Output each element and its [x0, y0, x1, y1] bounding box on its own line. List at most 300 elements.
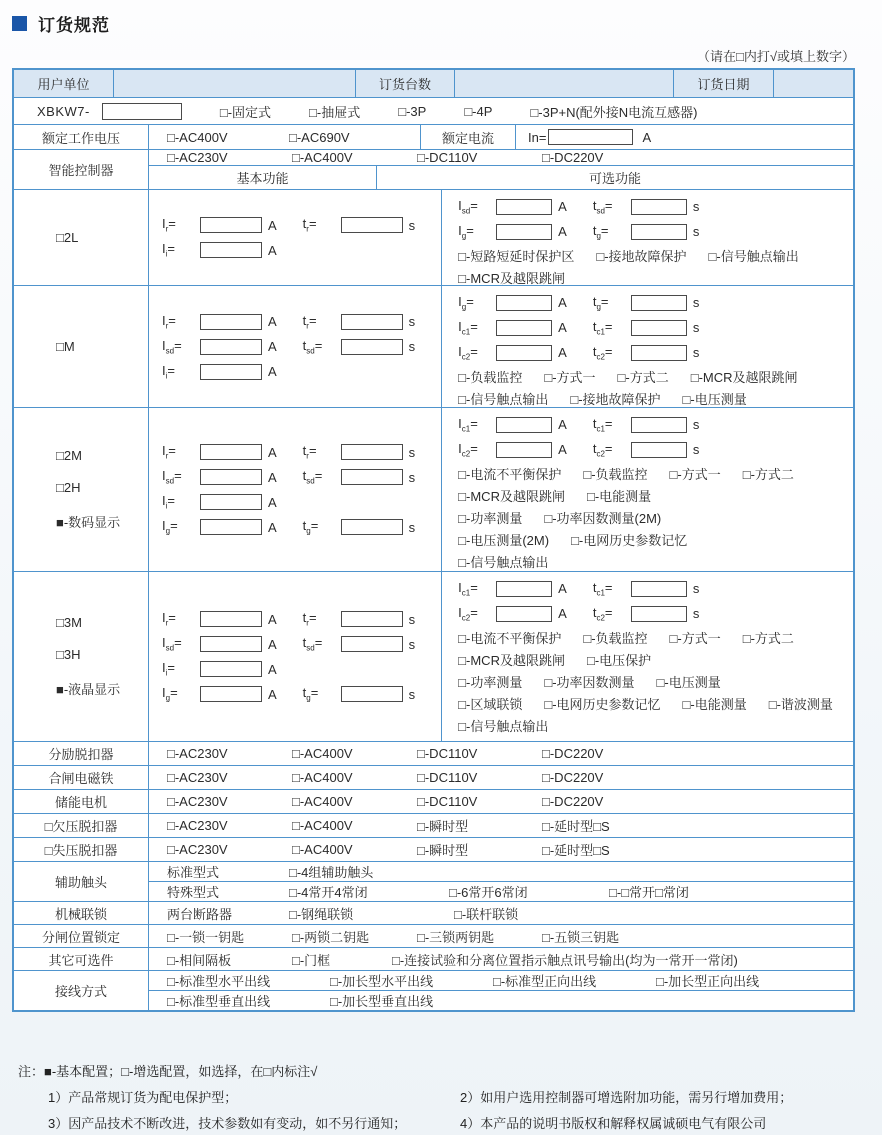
controller-col-headers: [149, 165, 853, 189]
param-label: $I_r=$: [162, 443, 176, 461]
other-options: [149, 948, 853, 970]
checkbox-option[interactable]: □-AC400V: [292, 746, 353, 761]
checkbox-option[interactable]: □-DC110V: [417, 746, 478, 761]
param-label: $t_{c2}=$: [592, 343, 613, 362]
param-unit: s: [692, 199, 700, 214]
input-box[interactable]: [200, 314, 262, 330]
table-row: [14, 837, 853, 861]
option-line: [458, 648, 855, 670]
param-line: [162, 682, 441, 707]
row-label: 分励脱扣器: [14, 742, 149, 765]
input-box[interactable]: [631, 199, 687, 215]
param-field: [162, 660, 277, 678]
checkbox-option[interactable]: □-功率因数测量: [544, 674, 635, 690]
param-unit: s: [692, 417, 700, 432]
checkbox-option[interactable]: □-相间隔板: [167, 952, 232, 968]
param-field: [458, 416, 567, 434]
checkbox-option[interactable]: □-方式二: [742, 630, 794, 646]
param-unit: s: [692, 224, 700, 239]
param-label: $I_i=$: [162, 493, 175, 511]
input-box[interactable]: [496, 606, 552, 622]
param-sub: c1: [461, 424, 471, 434]
param-field: [593, 441, 700, 459]
input-box[interactable]: [341, 611, 403, 627]
checkbox-option[interactable]: □-区域联锁: [458, 696, 523, 712]
checkbox-option[interactable]: □-AC690V: [289, 129, 350, 145]
param-sub: r: [306, 224, 309, 234]
input-box[interactable]: [496, 442, 552, 458]
checkbox-option[interactable]: □-谐波测量: [768, 696, 833, 712]
input-box[interactable]: [341, 519, 403, 535]
controller-type-option[interactable]: □3M: [56, 615, 82, 630]
table-row: [14, 285, 853, 407]
checkbox-option[interactable]: □-DC220V: [542, 746, 604, 761]
param-label: $t_g=$: [592, 293, 609, 312]
param-field: [162, 363, 277, 381]
checkbox-option[interactable]: □-AC400V: [292, 818, 353, 833]
checkbox-option[interactable]: □-方式二: [742, 466, 794, 482]
param-sub: g: [165, 526, 171, 536]
input-box[interactable]: [341, 339, 403, 355]
param-sub: r: [306, 321, 309, 331]
checkbox-option[interactable]: □-电压测量: [682, 391, 747, 407]
param-unit: s: [692, 295, 700, 310]
aux-subrow: [149, 862, 853, 881]
table-row: [14, 901, 853, 924]
aux-subrow: [149, 881, 853, 901]
checkbox-option[interactable]: □-AC230V: [167, 770, 228, 785]
param-field: [162, 338, 277, 356]
voltage-options: [149, 125, 421, 149]
param-sub: c2: [596, 449, 605, 459]
checkbox-option[interactable]: □-电能测量: [586, 488, 652, 504]
row-label: 合闸电磁铁: [14, 766, 149, 789]
input-box[interactable]: [200, 364, 262, 380]
input-box[interactable]: [341, 444, 403, 460]
input-box[interactable]: [200, 636, 262, 652]
checkbox-option[interactable]: □-接地故障保护: [596, 248, 687, 264]
lock-options: [149, 925, 853, 947]
checkbox-option[interactable]: □-AC230V: [167, 150, 228, 165]
param-sub: r: [306, 451, 309, 461]
checkbox-option[interactable]: □-电网历史参数记忆: [544, 696, 661, 712]
checkbox-option[interactable]: □-AC400V: [292, 150, 353, 165]
controller-type-option[interactable]: □3H: [56, 647, 81, 662]
param-unit: s: [692, 442, 700, 457]
table-row: [14, 149, 853, 189]
checkbox-option[interactable]: □-连接试验和分离位置指示触点讯号输出(均为一常开一常闭): [392, 952, 738, 968]
checkbox-option[interactable]: □-门框: [292, 952, 331, 968]
checkbox-option[interactable]: □-AC400V: [292, 794, 353, 809]
param-label: $I_{c2}=$: [458, 604, 478, 623]
checkbox-option[interactable]: □-功率因数测量(2M): [544, 510, 662, 526]
checkbox-option[interactable]: □-方式一: [544, 369, 596, 385]
param-unit: A: [268, 686, 277, 702]
param-label: $t_r=$: [302, 443, 317, 461]
option-group-label: 特殊型式: [167, 885, 220, 900]
checkbox-option[interactable]: □-功率测量: [458, 674, 523, 690]
param-label: $t_{sd}=$: [592, 197, 613, 216]
checkbox-option[interactable]: □-标准型水平出线: [167, 974, 271, 989]
checkbox-option[interactable]: □-信号触点输出: [458, 718, 549, 734]
param-sub: r: [306, 618, 309, 628]
note-3: 3）因产品技术不断改进，技术参数如有变动，如不另行通知；: [48, 1116, 407, 1131]
param-line: [162, 515, 441, 540]
param-sub: g: [461, 302, 467, 312]
page-title: [12, 11, 110, 36]
param-field: [162, 241, 277, 259]
param-field: [162, 216, 277, 234]
param-field: [593, 319, 700, 337]
param-sub: c1: [461, 327, 471, 337]
input-box[interactable]: [341, 636, 403, 652]
checkbox-option[interactable]: □-方式一: [669, 466, 721, 482]
param-unit: A: [268, 469, 277, 485]
param-sub: c1: [596, 327, 605, 337]
param-field: [303, 468, 416, 486]
param-sub: c2: [461, 449, 471, 459]
param-field: [303, 518, 416, 536]
input-box[interactable]: [631, 581, 687, 597]
checkbox-option[interactable]: □-加长型垂直出线: [330, 994, 434, 1009]
notes: [18, 1063, 866, 1133]
param-sub: i: [165, 668, 168, 678]
param-unit: s: [408, 686, 416, 702]
param-label: $t_r=$: [302, 312, 317, 331]
param-field: [162, 518, 277, 536]
input-box[interactable]: [631, 295, 687, 311]
checkbox-option[interactable]: □-DC110V: [417, 770, 478, 785]
input-box[interactable]: [631, 224, 687, 240]
table-row: [14, 924, 853, 947]
param-field: [303, 610, 416, 628]
checkbox-option[interactable]: □-加长型水平出线: [330, 974, 434, 989]
title-bullet-icon: [12, 16, 27, 31]
param-sub: sd: [306, 476, 315, 486]
checkbox-option[interactable]: □-五锁三钥匙: [542, 929, 620, 945]
checkbox-option[interactable]: □-DC110V: [417, 150, 478, 165]
checkbox-option[interactable]: □-电网历史参数记忆: [571, 532, 688, 548]
param-sub: g: [306, 526, 311, 536]
input-box[interactable]: [496, 199, 552, 215]
checkbox-option[interactable]: □-MCR及越限跳闸: [458, 488, 565, 504]
param-unit: A: [268, 339, 277, 354]
input-box[interactable]: [341, 314, 403, 330]
param-line: [162, 359, 441, 384]
param-unit: A: [558, 295, 567, 310]
param-sub: r: [165, 451, 169, 461]
checkbox-option[interactable]: □-4P: [464, 103, 493, 119]
input-box[interactable]: [200, 339, 262, 355]
checkbox-option[interactable]: □-信号触点输出: [708, 248, 799, 264]
input-box[interactable]: [200, 242, 262, 258]
param-field: [162, 313, 277, 331]
input-box[interactable]: [200, 217, 262, 233]
param-unit: A: [268, 444, 277, 460]
input-box[interactable]: [631, 417, 687, 433]
param-label: $t_{sd}=$: [302, 337, 323, 356]
checkbox-option[interactable]: □-AC400V: [292, 770, 353, 785]
input-box[interactable]: [496, 320, 552, 336]
param-label: $t_{sd}=$: [302, 635, 323, 653]
basic-functions-cell: [149, 572, 442, 741]
checkbox-option[interactable]: □-MCR及越限跳闸: [458, 270, 565, 286]
param-line: [458, 340, 849, 365]
input-box[interactable]: [200, 611, 262, 627]
row-label: 储能电机: [14, 790, 149, 813]
checkbox-option[interactable]: □-负载监控: [583, 466, 648, 482]
param-unit: A: [268, 661, 277, 677]
param-unit: s: [692, 581, 700, 596]
row-label[interactable]: □欠压脱扣器: [14, 814, 149, 837]
input-box[interactable]: [496, 224, 552, 240]
row-label[interactable]: □失压脱扣器: [14, 838, 149, 861]
checkbox-option[interactable]: □-抽屉式: [309, 104, 361, 120]
param-field: [303, 685, 416, 703]
param-line: [162, 334, 441, 359]
table-row: [14, 407, 853, 571]
info-blank-field[interactable]: [455, 70, 674, 97]
param-sub: c1: [596, 424, 605, 434]
param-sub: sd: [461, 206, 471, 216]
rated-current-input-box[interactable]: [548, 129, 633, 145]
info-label: 订货日期: [674, 70, 774, 97]
param-sub: c2: [461, 613, 471, 623]
rated-current-cell: [516, 125, 853, 149]
checkbox-option[interactable]: □-AC400V: [167, 129, 228, 145]
table-row: [14, 813, 853, 837]
model-prefix: XBKW7-: [37, 103, 90, 119]
param-label: $I_{sd}=$: [162, 337, 182, 356]
param-label: $I_g=$: [162, 518, 178, 536]
checkbox-option[interactable]: □-3P: [398, 103, 427, 119]
input-box[interactable]: [496, 581, 552, 597]
param-label: $I_g=$: [458, 293, 474, 312]
param-label: $I_r=$: [162, 610, 176, 628]
checkbox-option[interactable]: □-三锁两钥匙: [417, 929, 495, 945]
checkbox-option[interactable]: □-电压测量: [656, 674, 721, 690]
checkbox-option[interactable]: □-电流不平衡保护: [458, 630, 562, 646]
optional-functions-cell: [442, 408, 853, 571]
param-label: $I_g=$: [458, 222, 474, 241]
checkbox-option[interactable]: □-信号触点输出: [458, 391, 549, 407]
aux-col: [149, 862, 853, 901]
param-label: $I_{sd}=$: [458, 197, 478, 216]
param-unit: A: [268, 611, 277, 627]
param-label: $t_g=$: [302, 685, 319, 703]
table-row: [14, 124, 853, 149]
order-table: [12, 68, 855, 1012]
checkbox-option[interactable]: □-MCR及越限跳闸: [458, 652, 565, 668]
row-label: 其它可选件: [14, 948, 149, 970]
model-cell: [14, 98, 853, 124]
optional-functions-header: 可选功能: [588, 171, 641, 186]
input-box[interactable]: [200, 686, 262, 702]
param-unit: s: [408, 314, 416, 329]
controller-type-option[interactable]: □2H: [56, 480, 81, 495]
notes-head: 注：■-基本配置；□-增选配置，如选择，在□内标注√: [18, 1064, 318, 1079]
checkbox-option[interactable]: □-电能测量: [682, 696, 747, 712]
param-sub: c1: [461, 588, 471, 598]
param-label: $t_g=$: [302, 518, 319, 536]
checkbox-option[interactable]: □-瞬时型: [417, 819, 469, 834]
input-box[interactable]: [631, 345, 687, 361]
param-field: [593, 294, 700, 312]
controller-type-option[interactable]: □2L: [56, 230, 79, 245]
param-line: [458, 601, 855, 626]
param-field: [303, 216, 416, 234]
info-blank-field[interactable]: [774, 70, 853, 97]
param-unit: A: [268, 494, 277, 510]
rated-current-prefix: In=: [528, 129, 547, 145]
checkbox-option[interactable]: □-延时型□S: [542, 819, 610, 834]
controller-type-option[interactable]: □M: [56, 339, 75, 354]
checkbox-option[interactable]: □-固定式: [219, 104, 272, 120]
param-label: $I_i=$: [162, 241, 175, 259]
param-unit: A: [558, 224, 567, 239]
param-field: [162, 493, 277, 511]
param-field: [593, 416, 700, 434]
param-unit: s: [692, 606, 700, 621]
param-label: $I_{c2}=$: [458, 343, 478, 362]
checkbox-option[interactable]: □-一锁一钥匙: [167, 929, 245, 945]
model-input-box[interactable]: [102, 103, 182, 120]
checkbox-option[interactable]: □-联杆联锁: [454, 906, 519, 922]
param-sub: sd: [165, 476, 175, 486]
basic-functions-header: 基本功能: [149, 166, 377, 189]
checkbox-option[interactable]: □-两锁二钥匙: [292, 929, 370, 945]
param-field: [458, 344, 567, 362]
param-unit: s: [408, 519, 416, 535]
info-label: 用户单位: [14, 70, 114, 97]
checkbox-option[interactable]: □-DC220V: [542, 794, 604, 809]
table-row: [14, 947, 853, 970]
table-row: [14, 861, 853, 901]
checkbox-option[interactable]: □-AC230V: [167, 794, 228, 809]
input-box[interactable]: [631, 442, 687, 458]
param-field: [593, 223, 700, 241]
checkbox-option[interactable]: □-6常开6常闭: [449, 885, 528, 900]
input-box[interactable]: [341, 217, 403, 233]
checkbox-option[interactable]: □-MCR及越限跳闸: [690, 369, 798, 385]
input-box[interactable]: [496, 345, 552, 361]
param-label: $I_{sd}=$: [162, 635, 182, 653]
checkbox-option[interactable]: □-DC220V: [542, 150, 604, 165]
checkbox-option[interactable]: □-DC220V: [542, 770, 604, 785]
option-line: [458, 692, 855, 714]
checkbox-option[interactable]: □-电压保护: [586, 652, 652, 668]
checkbox-option[interactable]: □-DC110V: [417, 794, 478, 809]
checkbox-option[interactable]: □-方式二: [617, 369, 669, 385]
checkbox-option[interactable]: □-信号触点输出: [458, 554, 549, 570]
checkbox-option[interactable]: □-接地故障保护: [570, 391, 661, 407]
checkbox-option[interactable]: □-短路短延时保护区: [458, 248, 575, 264]
checkbox-option[interactable]: □-标准型正向出线: [493, 974, 597, 989]
checkbox-option[interactable]: □-电压测量(2M): [458, 532, 550, 548]
param-sub: i: [165, 249, 168, 259]
input-box[interactable]: [341, 469, 403, 485]
param-label: $I_{c1}=$: [458, 318, 478, 337]
param-sub: c2: [596, 352, 605, 362]
param-label: $I_{c1}=$: [458, 579, 478, 598]
checkbox-option[interactable]: □-加长型正向出线: [656, 974, 760, 989]
param-label: $t_{c1}=$: [592, 318, 613, 337]
option-line: [458, 484, 849, 506]
checkbox-option[interactable]: □-延时型□S: [542, 843, 610, 858]
param-unit: A: [268, 636, 277, 652]
param-unit: s: [408, 636, 416, 652]
input-box[interactable]: [631, 320, 687, 336]
controller-type-labels: [14, 408, 149, 571]
param-label: $t_r=$: [302, 610, 317, 628]
input-box[interactable]: [200, 444, 262, 460]
checkbox-option[interactable]: □-瞬时型: [417, 843, 469, 858]
note-1: 1）产品常规订货为配电保护型；: [48, 1090, 238, 1105]
param-field: [458, 294, 567, 312]
fill-hint: （请在□内打√或填上数字）: [697, 49, 855, 64]
input-box[interactable]: [200, 661, 262, 677]
input-box[interactable]: [496, 295, 552, 311]
param-sub: r: [165, 321, 169, 331]
accessory-options: [149, 838, 853, 861]
input-box[interactable]: [200, 519, 262, 535]
table-row: [14, 765, 853, 789]
param-sub: g: [596, 302, 601, 312]
checkbox-option[interactable]: □-□常开□常闭: [609, 885, 689, 900]
param-field: [593, 605, 700, 623]
checkbox-option[interactable]: □-4常开4常闭: [289, 885, 368, 900]
accessory-options: [149, 766, 853, 789]
checkbox-option[interactable]: □-方式一: [669, 630, 721, 646]
checkbox-option[interactable]: □-AC230V: [167, 818, 228, 833]
checkbox-option[interactable]: □-AC400V: [292, 842, 353, 857]
input-box[interactable]: [341, 686, 403, 702]
input-box[interactable]: [200, 469, 262, 485]
input-box[interactable]: [200, 494, 262, 510]
controller-power-row: [149, 150, 853, 165]
checkbox-option[interactable]: □-4组辅助触头: [289, 865, 374, 880]
param-sub: i: [165, 501, 168, 511]
input-box[interactable]: [631, 606, 687, 622]
checkbox-option[interactable]: □-负载监控: [583, 630, 648, 646]
controller-type-labels: [14, 286, 149, 407]
checkbox-option[interactable]: □-电流不平衡保护: [458, 466, 562, 482]
param-field: [162, 610, 277, 628]
controller-type-option[interactable]: □2M: [56, 448, 82, 463]
param-unit: s: [408, 611, 416, 627]
note-2: 2）如用户选用控制器可增选附加功能，需另行增加费用；: [460, 1090, 793, 1105]
param-sub: sd: [306, 643, 315, 653]
param-unit: A: [268, 364, 277, 379]
param-field: [458, 319, 567, 337]
option-line: [458, 266, 849, 288]
param-field: [593, 198, 700, 216]
controller-type-option: ■-液晶显示: [56, 682, 121, 697]
checkbox-option[interactable]: □-标准型垂直出线: [167, 994, 271, 1009]
checkbox-option[interactable]: □-负载监控: [458, 369, 523, 385]
param-line: [162, 632, 441, 657]
checkbox-option[interactable]: □-AC230V: [167, 842, 228, 857]
param-sub: g: [596, 231, 601, 241]
param-sub: c1: [596, 588, 605, 598]
checkbox-option[interactable]: □-3P+N(配外接N电流互感器): [530, 104, 698, 120]
checkbox-option[interactable]: □-AC230V: [167, 746, 228, 761]
checkbox-option[interactable]: □-功率测量: [458, 510, 523, 526]
param-field: [303, 443, 416, 461]
info-blank-field[interactable]: [114, 70, 356, 97]
checkbox-option[interactable]: □-钢绳联锁: [289, 906, 354, 922]
input-box[interactable]: [496, 417, 552, 433]
